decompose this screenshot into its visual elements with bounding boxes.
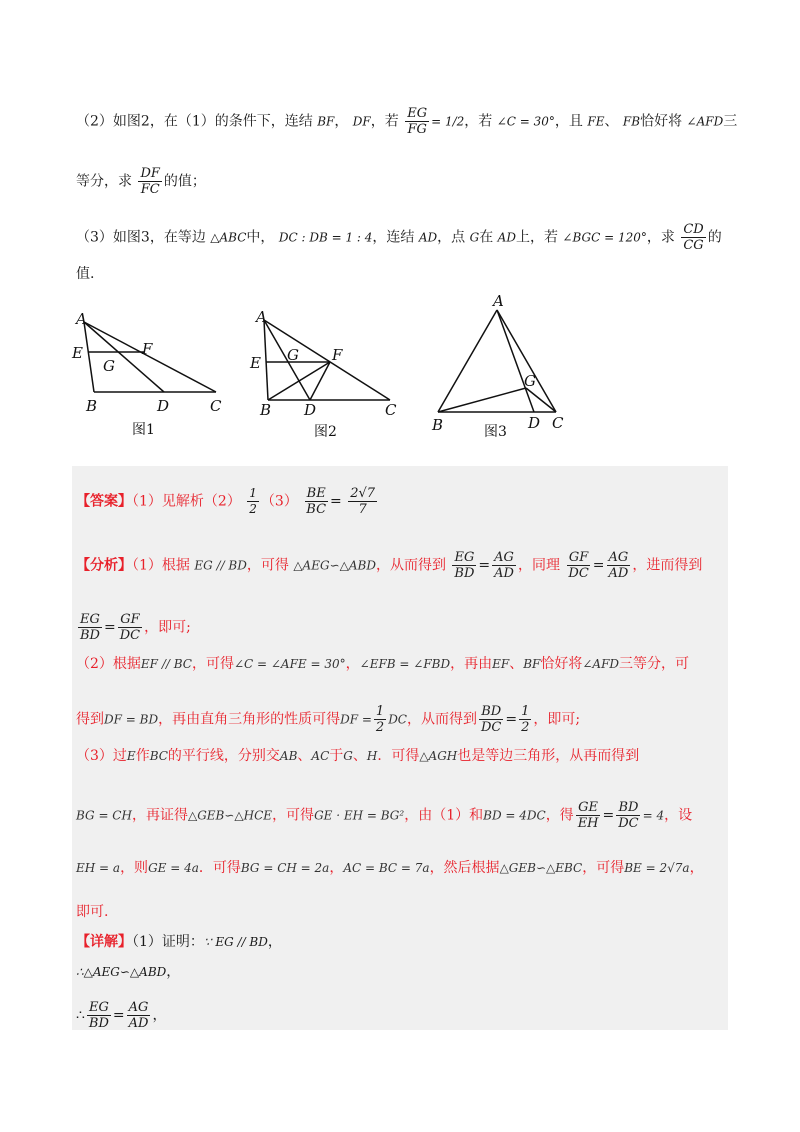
math: ∠C = ∠AFE = 30°: [233, 657, 346, 671]
denominator: 2: [375, 720, 385, 735]
fraction: [452, 550, 476, 581]
math: EF // BC: [140, 657, 192, 671]
analysis-text: ，再由直角三角形的性质可得: [158, 711, 341, 728]
fraction: [87, 1000, 111, 1031]
answer-text: （3）: [260, 493, 298, 510]
analysis-tag: 【分析】: [76, 557, 132, 574]
fig3-seg-ad: [497, 310, 534, 412]
detail-text: ，: [166, 964, 181, 980]
q2-text: ，若: [370, 113, 399, 130]
fraction-be-bc: [304, 486, 328, 517]
analysis-text: ，: [345, 656, 360, 672]
fraction-df-fc: [138, 166, 161, 197]
q2-line2: [76, 166, 740, 197]
math: AC = BC = 7a: [343, 861, 430, 875]
analysis-text: 即可.: [76, 904, 109, 920]
fraction: [616, 800, 640, 831]
detail-text: ，: [152, 1007, 167, 1024]
analysis-text: ，再证得: [131, 807, 188, 824]
analysis-line2: $\frac{EG}{BD}$ = $\frac{GF}{DC}$ ，即可;: [80, 612, 191, 643]
denominator: BC: [306, 502, 327, 517]
analysis-text: ，从而得到: [407, 711, 477, 728]
fig2-label-c: C: [385, 401, 397, 419]
analysis-text: ，得: [545, 807, 574, 824]
numerator: GF: [568, 550, 589, 565]
denominator: 2: [521, 720, 530, 735]
analysis-text: ，进而得到: [632, 557, 703, 574]
denominator: AD: [128, 1016, 149, 1031]
analysis-text: （2）根据: [76, 656, 141, 672]
analysis-text: ，可得: [191, 656, 234, 672]
analysis-text: ，然后根据: [429, 860, 500, 876]
angle-bgc: ∠BGC = 120°: [562, 230, 647, 245]
analysis-line7: [76, 858, 740, 878]
analysis-text: ．可得: [198, 860, 241, 876]
equals: =: [602, 807, 615, 824]
fig2-caption: 图2: [314, 424, 337, 440]
fig3-caption: 图3: [484, 424, 507, 440]
analysis-text: ，同理: [517, 557, 560, 574]
figures: [0, 290, 800, 450]
analysis-text: ，可得: [582, 860, 625, 876]
denominator: 7: [358, 502, 367, 517]
analysis-text: 三等分，可: [619, 656, 690, 672]
fig1-label-a: A: [76, 310, 87, 328]
analysis-text: ，可得: [246, 557, 289, 574]
analysis-text: 也是等边三角形，从再而得到: [457, 748, 640, 764]
detail-text: ，: [267, 934, 282, 950]
denominator: AD: [494, 566, 514, 581]
q3-text: 上，若: [515, 229, 558, 246]
math: ∴△AEG∽△ABD: [76, 965, 167, 979]
fig3-seg-ab: [438, 310, 497, 412]
numerator: AG: [608, 550, 629, 565]
fraction: [607, 550, 631, 581]
q3-line2: [76, 264, 740, 284]
q3-text: ，连结: [372, 229, 415, 246]
fraction: [127, 1000, 151, 1031]
fraction: [479, 704, 503, 735]
q2-text: ，若: [464, 113, 493, 130]
math: AB: [279, 749, 298, 763]
math: △GEB∽△EBC: [499, 861, 583, 875]
fig2-label-g: G: [287, 346, 299, 364]
seg-df: DF: [352, 114, 371, 129]
ratio-dc-db: DC : DB = 1 : 4: [278, 230, 373, 245]
therefore: ∴: [76, 1007, 85, 1024]
math: GE = 4a: [148, 861, 199, 875]
fig1-label-d: D: [157, 397, 170, 415]
numerator: GE: [578, 800, 599, 815]
fig2-seg-ac: [264, 320, 390, 400]
math: DF = BD: [104, 712, 159, 727]
denominator: DC: [119, 628, 141, 643]
seg-fb: FB: [622, 114, 641, 129]
seg-ad: AD: [497, 230, 516, 245]
denominator: BD: [454, 566, 475, 581]
math: BD = 4DC: [483, 808, 546, 823]
fig3-label-b: B: [432, 416, 444, 434]
analysis-text: 、: [352, 748, 367, 764]
fig3-label-a: A: [493, 292, 504, 310]
fig1-label-e: E: [72, 344, 83, 362]
fig3-seg-ac: [497, 310, 556, 412]
analysis-line1: 【分析】（1）根据 EG // BD，可得 △AEG∽△ABD，从而得到 $\frac{EG}{BD}$ = $\frac{AG}{AD}$ ，同理 $\frac{GF}{DC}$ = $\frac{AG}{AD}$ ，进而得到: [76, 550, 703, 581]
q2-text: 的值；: [163, 173, 206, 190]
numerator: AG: [494, 550, 514, 565]
denominator: EH: [577, 816, 599, 831]
numerator: EG: [80, 612, 100, 627]
q2-text: 等分，求: [76, 173, 132, 190]
angle-c: ∠C = 30°: [496, 114, 555, 129]
q2-line1: [76, 106, 740, 137]
numerator: 2√7: [350, 486, 376, 501]
denominator: DC: [618, 816, 639, 831]
analysis-text: （3）过: [76, 748, 127, 764]
fraction: [492, 550, 516, 581]
numerator: BD: [481, 704, 502, 719]
q3-line1: [76, 222, 740, 253]
analysis-line3: [76, 654, 740, 674]
denominator: AD: [608, 566, 629, 581]
eq-half: = 1/2: [431, 114, 465, 129]
analysis-text: ，可得: [272, 807, 315, 824]
numerator: BD: [618, 800, 639, 815]
numerator: 1: [249, 486, 257, 500]
math: EH = a: [76, 861, 121, 875]
math: ∠EFB = ∠FBD: [359, 657, 451, 671]
numerator: CD: [683, 222, 704, 237]
fig2-label-e: E: [250, 354, 261, 372]
answer-tag: 【答案】: [76, 493, 132, 510]
analysis-text: 、: [297, 748, 312, 764]
q3-text: 中，: [246, 229, 275, 246]
detail-tag: 【详解】: [76, 934, 132, 950]
q2-text: ，且: [554, 113, 583, 130]
fig3-seg-gc: [526, 388, 556, 412]
analysis-text: （1）根据: [132, 557, 190, 574]
fraction-eg-fg: [405, 106, 429, 137]
analysis-text: ，即可;: [144, 619, 191, 636]
analysis-line6: [76, 800, 740, 831]
fraction-2root7-7: [348, 486, 377, 517]
point-g: G: [469, 230, 480, 245]
analysis-text: 作: [135, 748, 150, 764]
analysis-text: ，由（1）和: [404, 807, 484, 824]
seg-bf: BF: [317, 114, 335, 129]
q3-text: 值.: [76, 266, 95, 282]
fig1-label-f: F: [142, 340, 153, 358]
fraction: [576, 800, 601, 831]
fig1-label-g: G: [103, 357, 115, 375]
denominator: DC: [568, 566, 589, 581]
analysis-text: 、: [509, 656, 524, 672]
fig3-seg-bg: [438, 388, 526, 412]
math: ∵ EG // BD: [203, 935, 268, 949]
comma: ，: [334, 113, 349, 130]
numerator: GF: [120, 612, 140, 627]
analysis-text: ，即可;: [533, 711, 581, 728]
q3-text: ，求: [646, 229, 675, 246]
analysis-text: ，: [329, 860, 344, 876]
fig3-label-c: C: [552, 414, 564, 432]
denominator: FG: [407, 122, 427, 137]
numerator: 1: [521, 704, 530, 719]
math: DC: [388, 712, 407, 727]
denominator: 2: [249, 502, 257, 516]
fig2-label-f: F: [332, 346, 343, 364]
equals: =: [112, 1007, 125, 1024]
fig3-label-d: D: [528, 414, 541, 432]
analysis-text: 得到: [76, 711, 104, 728]
math: BE = 2√7a: [624, 861, 690, 875]
seg-ad: AD: [418, 230, 438, 245]
denominator: FC: [140, 182, 160, 197]
detail-line3: [76, 1000, 740, 1031]
detail-line2: [76, 962, 740, 982]
math: GE · EH = BG²: [314, 808, 405, 823]
fig1-seg-ab: [84, 322, 94, 392]
analysis-text: 的平行线，分别交: [167, 748, 280, 764]
analysis-text: ，再由: [450, 656, 493, 672]
math: G: [343, 749, 353, 763]
fraction: [374, 704, 386, 735]
detail-line1: [76, 932, 740, 952]
answer-line: [76, 486, 740, 517]
analysis-line4: [76, 704, 740, 735]
fraction: [566, 550, 590, 581]
fig2-label-b: B: [260, 401, 272, 419]
fraction-cd-cg: [681, 222, 705, 253]
figure-3: [438, 310, 556, 412]
fig2-label-d: D: [304, 401, 317, 419]
math: BF: [523, 657, 541, 671]
q3-text: ，点: [437, 229, 466, 246]
q3-text: 的: [707, 229, 722, 246]
equals: =: [330, 493, 342, 510]
math: BG = CH = 2a: [240, 861, 330, 875]
numerator: EG: [88, 1000, 109, 1015]
math: AC: [311, 749, 330, 763]
analysis-text: 恰好将: [540, 656, 583, 672]
numerator: EG: [454, 550, 475, 565]
analysis-line8: [76, 902, 740, 922]
fraction: [519, 704, 531, 735]
numerator: AG: [128, 1000, 149, 1015]
triangle-abc: △ABC: [210, 230, 247, 245]
fraction-half: [247, 486, 259, 517]
numerator: EG: [407, 106, 428, 121]
fig2-seg-ab: [264, 320, 268, 400]
math: BG = CH: [76, 808, 132, 823]
fig1-label-c: C: [210, 397, 222, 415]
seg-fe: FE: [587, 114, 605, 129]
answer-text: （1）见解析（2）: [132, 493, 241, 510]
analysis-text: 于: [329, 748, 344, 764]
numerator: BE: [306, 486, 326, 501]
denominator: BD: [88, 1016, 109, 1031]
math-similar: △AEG∽△ABD: [293, 558, 376, 573]
math: EF: [492, 657, 510, 671]
numerator: DF: [140, 166, 160, 181]
detail-text: （1）证明：: [132, 934, 204, 950]
math: △GEB∽△HCE: [187, 808, 273, 823]
fig3-label-g: G: [524, 372, 536, 390]
math: BC: [149, 749, 168, 763]
figure-2: [264, 320, 390, 400]
angle-afd: ∠AFD: [686, 114, 724, 129]
fraction: [118, 612, 142, 643]
denominator: DC: [481, 720, 502, 735]
math: △AGH: [419, 749, 458, 763]
fig1-caption: 图1: [132, 422, 155, 438]
fraction: [78, 612, 102, 643]
equals: =: [505, 711, 518, 728]
q3-text: 在: [479, 229, 494, 246]
math: DF =: [340, 712, 372, 727]
fig1-label-b: B: [86, 397, 98, 415]
math: = 4: [642, 808, 665, 823]
analysis-text: ，则: [120, 860, 149, 876]
analysis-text: ，设: [664, 807, 693, 824]
denominator: CG: [683, 238, 704, 253]
numerator: 1: [375, 704, 385, 719]
q2-text: 恰好将: [640, 113, 683, 130]
analysis-text: ，从而得到: [375, 557, 446, 574]
analysis-text: ，: [689, 860, 704, 876]
math: H: [366, 749, 378, 763]
q2-text: 三: [723, 113, 738, 130]
analysis-text: ．可得: [377, 748, 420, 764]
q3-text: （3）如图3，在等边: [76, 229, 206, 246]
dun-mark: 、: [604, 113, 619, 130]
denominator: BD: [80, 628, 100, 643]
math: ∠AFD: [582, 657, 620, 671]
q2-text: （2）如图2，在（1）的条件下，连结: [76, 113, 313, 130]
fig2-label-a: A: [256, 308, 267, 326]
math-eg-bd: EG // BD: [194, 558, 247, 573]
analysis-line5: [76, 746, 740, 766]
math: E: [126, 749, 136, 763]
